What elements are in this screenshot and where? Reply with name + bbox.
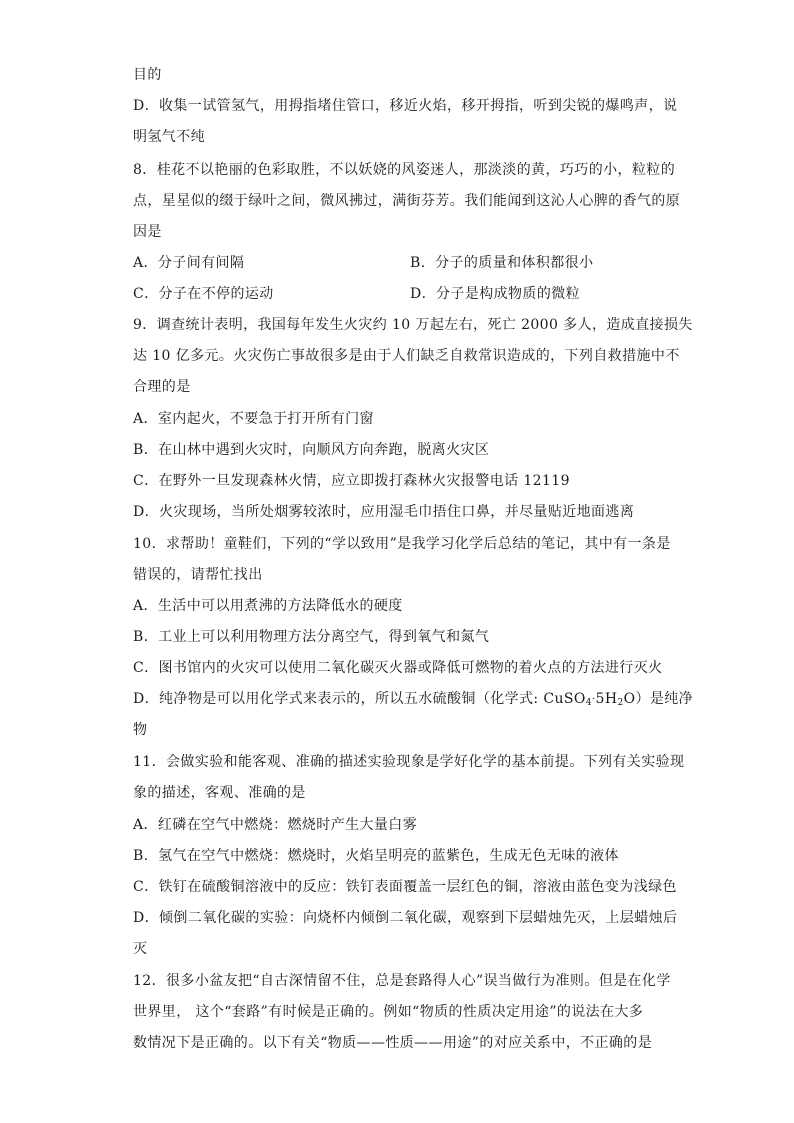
hydrate-dot: · (591, 694, 596, 705)
question-11-option-c: C．铁钉在硫酸铜溶液中的反应：铁钉表面覆盖一层红色的铜，溶液由蓝色变为浅绿色 (133, 879, 677, 895)
question-8-option-c: C．分子在不停的运动 (133, 286, 274, 302)
option-d-text-pre: D．纯净物是可以用化学式来表示的，所以五水硫酸铜（化学式: CuSO (133, 691, 586, 707)
subscript: 4 (585, 698, 592, 708)
question-8-option-a: A．分子间有间隔 (133, 255, 245, 271)
question-9-stem: 达 10 亿多元。火灾伤亡事故很多是由于人们缺乏自救常识造成的，下列自救措施中不 (133, 348, 680, 364)
question-9-option-b: B．在山林中遇到火灾时，向顺风方向奔跑，脱离火灾区 (133, 442, 490, 458)
question-12-stem: 世界里， 这个“套路”有时候是正确的。例如“物质的性质决定用途”的说法在大多 (133, 1004, 644, 1020)
question-9-option-a: A．室内起火，不要急于打开所有门窗 (133, 411, 374, 427)
text-line: 明氢气不纯 (133, 129, 205, 145)
question-8-stem: 8．桂花不以艳丽的色彩取胜，不以妖娆的风姿迷人，那淡淡的黄，巧巧的小，粒粒的 (133, 162, 676, 178)
question-8-option-b: B．分子的质量和体积都很小 (410, 255, 594, 271)
question-11-option-d-cont: 灭 (133, 941, 148, 957)
subscript: 2 (617, 698, 624, 708)
question-8-option-d: D．分子是构成物质的微粒 (410, 286, 581, 302)
question-11-option-a: A．红磷在空气中燃烧：燃烧时产生大量白雾 (133, 817, 418, 833)
question-9-option-d: D．火灾现场，当所处烟雾较浓时，应用湿毛巾捂住口鼻，并尽量贴近地面逃离 (133, 504, 635, 520)
question-10-stem: 10．求帮助！童鞋们，下列的“学以致用”是我学习化学后总结的笔记，其中有一条是 (133, 536, 671, 552)
question-11-option-b: B．氢气在空气中燃烧：燃烧时，火焰呈明亮的蓝紫色，生成无色无味的液体 (133, 848, 619, 864)
question-9-option-c: C．在野外一旦发现森林火情，应立即拨打森林火灾报警电话 12119 (133, 473, 570, 489)
question-10-option-a: A．生活中可以用煮沸的方法降低水的硬度 (133, 598, 403, 614)
question-11-stem: 象的描述，客观、准确的是 (133, 785, 306, 801)
question-10-option-d (133, 689, 694, 713)
question-11-option-d: D．倾倒二氧化碳的实验：向烧杯内倾倒二氧化碳，观察到下层蜡烛先灭，上层蜡烛后 (133, 910, 678, 926)
question-10-option-b: B．工业上可以利用物理方法分离空气，得到氧气和氮气 (133, 629, 490, 645)
question-12-stem: 12．很多小盆友把“自古深情留不住，总是套路得人心”误当做行为准则。但是在化学 (133, 973, 671, 989)
question-12-stem: 数情况下是正确的。以下有关“物质——性质——用途”的对应关系中，不正确的是 (133, 1035, 653, 1051)
question-10-stem: 错误的，请帮忙找出 (133, 567, 263, 583)
question-9-stem: 9．调查统计表明，我国每年发生火灾约 10 万起左右，死亡 2000 多人，造成直接损失 (133, 317, 693, 333)
question-8-stem: 因是 (133, 224, 162, 240)
text-line: 目的 (133, 67, 162, 83)
question-9-stem: 合理的是 (133, 379, 191, 395)
option-d-text-mid: 5H (595, 691, 618, 707)
option-d-text-post: O）是纯净 (623, 691, 694, 707)
question-11-stem: 11．会做实验和能客观、准确的描述实验现象是学好化学的基本前提。下列有关实验现 (133, 754, 685, 770)
question-10-option-d-cont: 物 (133, 722, 148, 738)
question-8-stem: 点，星星似的缀于绿叶之间，微风拂过，满街芬芳。我们能闻到这沁人心脾的香气的原 (133, 193, 681, 209)
question-10-option-c: C．图书馆内的火灾可以使用二氧化碳灭火器或降低可燃物的着火点的方法进行灭火 (133, 660, 663, 676)
option-d-text: D．收集一试管氢气，用拇指堵住管口，移近火焰，移开拇指，听到尖锐的爆鸣声，说 (133, 98, 678, 114)
